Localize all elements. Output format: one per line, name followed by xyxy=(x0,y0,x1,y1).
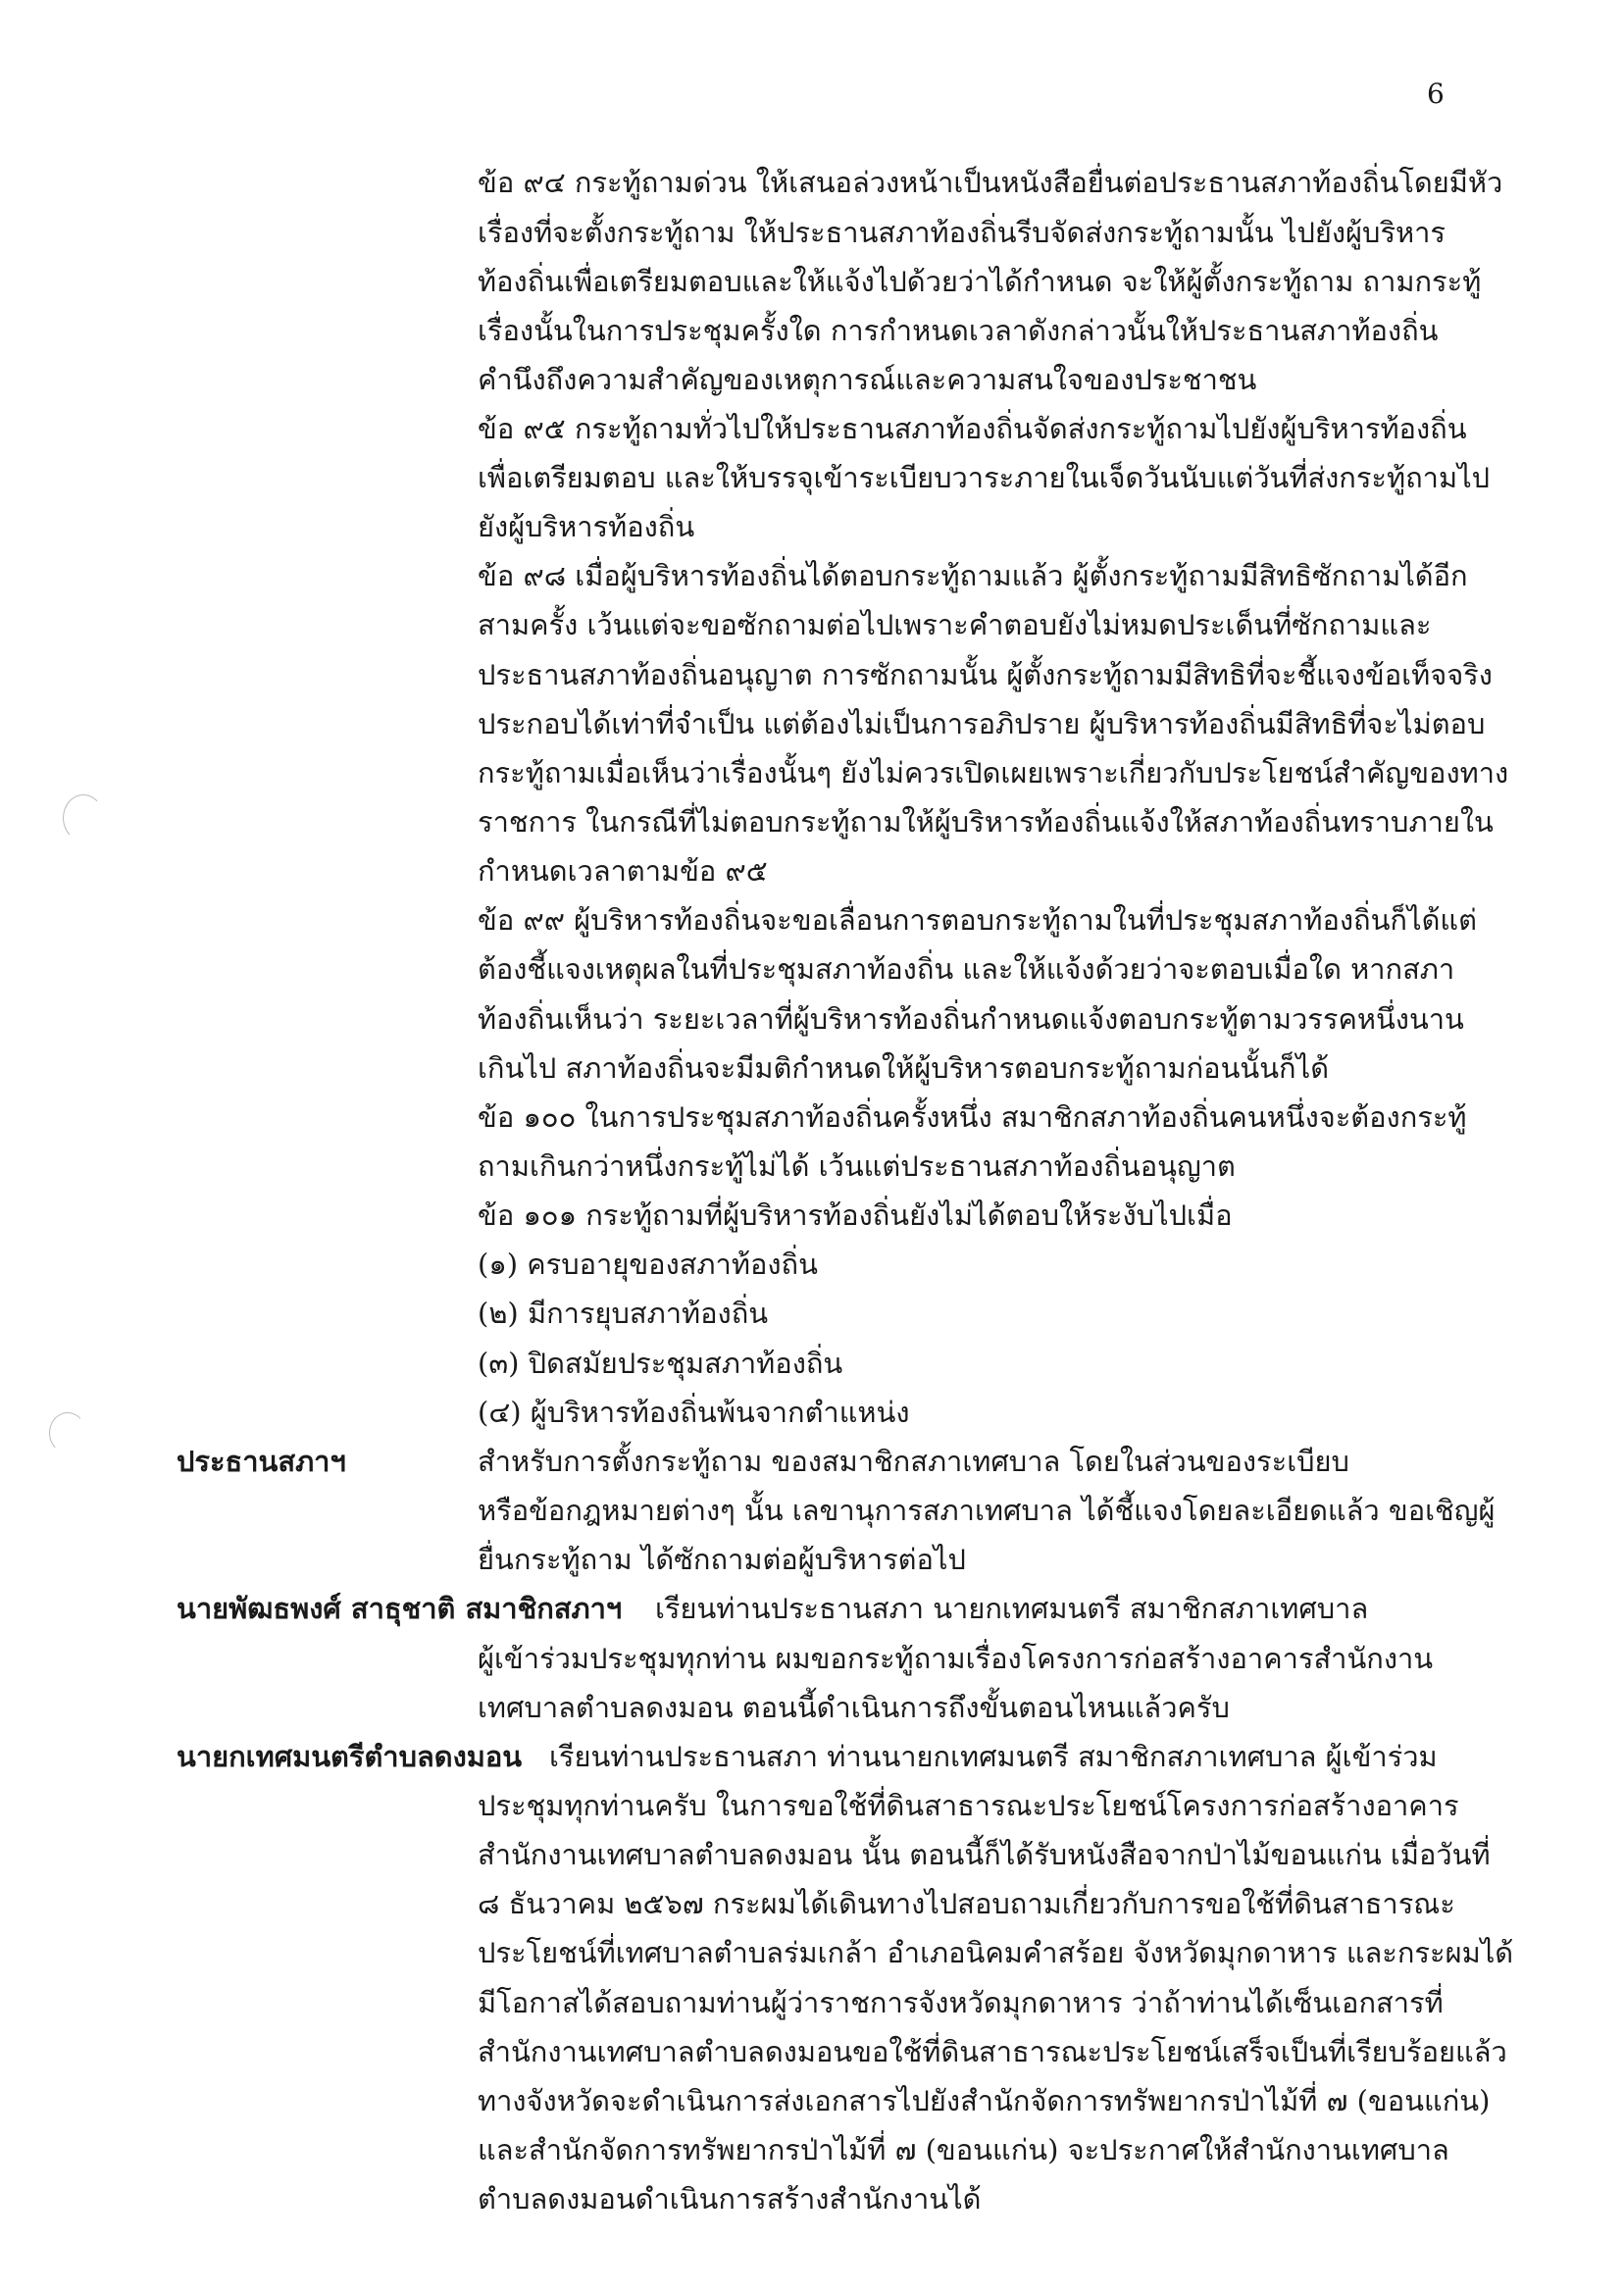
speaker-label: นายกเทศมนตรีตำบลดงมอน xyxy=(177,1740,523,1773)
speaker-label: นายพัฒธพงศ์ สาธุชาติ สมาชิกสภาฯ xyxy=(177,1592,623,1625)
text-line: ข้อ ๙๘ เมื่อผู้บริหารท้องถิ่นได้ตอบกระทู้ถามแล้ว ผู้ตั้งกระทู้ถามมีสิทธิซักถามได้อีก xyxy=(478,559,1468,592)
text-line: ต้องชี้แจงเหตุผลในที่ประชุมสภาท้องถิ่น และให้แจ้งด้วยว่าจะตอบเมื่อใด หากสภา xyxy=(478,952,1455,986)
scan-mark xyxy=(49,1412,86,1453)
speech-line: ประโยชน์ที่เทศบาลตำบลร่มเกล้า อำเภอนิคมคำสร้อย จังหวัดมุกดาหาร และกระผมได้ xyxy=(478,1936,1514,1969)
text-line: คำนึงถึงความสำคัญของเหตุการณ์และความสนใจของประชาชน xyxy=(478,363,1257,396)
text-line: ถามเกินกว่าหนึ่งกระทู้ไม่ได้ เว้นแต่ประธานสภาท้องถิ่นอนุญาต xyxy=(478,1149,1236,1183)
text-line: เรื่องนั้นในการประชุมครั้งใด การกำหนดเวลาดังกล่าวนั้นให้ประธานสภาท้องถิ่น xyxy=(478,314,1439,347)
text-line: (๒) มีการยุบสภาท้องถิ่น xyxy=(478,1297,769,1330)
text-line: ท้องถิ่นเพื่อเตรียมตอบและให้แจ้งไปด้วยว่าได้กำหนด จะให้ผู้ตั้งกระทู้ถาม ถามกระทู้ xyxy=(478,265,1482,298)
speaker-label: ประธานสภาฯ xyxy=(177,1445,346,1478)
text-line: กระทู้ถามเมื่อเห็นว่าเรื่องนั้นๆ ยังไม่ควรเปิดเผยเพราะเกี่ยวกับประโยชน์สำคัญของทาง xyxy=(478,756,1509,790)
speech-line: สำนักงานเทศบาลตำบลดงมอนขอใช้ที่ดินสาธารณะประโยชน์เสร็จเป็นที่เรียบร้อยแล้ว xyxy=(478,2035,1507,2068)
text-line: (๔) ผู้บริหารท้องถิ่นพ้นจากตำแหน่ง xyxy=(478,1396,910,1429)
speech-line: ทางจังหวัดจะดำเนินการส่งเอกสารไปยังสำนักจัดการทรัพยากรป่าไม้ที่ ๗ (ขอนแก่น) xyxy=(478,2084,1491,2117)
speech-line: ตำบลดงมอนดำเนินการสร้างสำนักงานได้ xyxy=(478,2182,982,2216)
speech-line: มีโอกาสได้สอบถามท่านผู้ว่าราชการจังหวัดมุกดาหาร ว่าถ้าท่านได้เซ็นเอกสารที่ xyxy=(478,1986,1444,2019)
text-line: ประธานสภาท้องถิ่นอนุญาต การซักถามนั้น ผู้ตั้งกระทู้ถามมีสิทธิที่จะชี้แจงข้อเท็จจริง xyxy=(478,658,1493,691)
speech-line: และสำนักจัดการทรัพยากรป่าไม้ที่ ๗ (ขอนแก่น) จะประกาศให้สำนักงานเทศบาล xyxy=(478,2133,1449,2166)
text-line: ยังผู้บริหารท้องถิ่น xyxy=(478,510,695,543)
speech-line: ผู้เข้าร่วมประชุมทุกท่าน ผมขอกระทู้ถามเรื่องโครงการก่อสร้างอาคารสำนักงาน xyxy=(478,1642,1434,1675)
speech-line: ประชุมทุกท่านครับ ในการขอใช้ที่ดินสาธารณะประโยชน์โครงการก่อสร้างอาคาร xyxy=(478,1789,1459,1822)
speech-line: เรียนท่านประธานสภา ท่านนายกเทศมนตรี สมาชิกสภาเทศบาล ผู้เข้าร่วม xyxy=(549,1740,1438,1773)
text-line: ข้อ ๙๕ กระทู้ถามทั่วไปให้ประธานสภาท้องถิ่นจัดส่งกระทู้ถามไปยังผู้บริหารท้องถิ่น xyxy=(478,412,1467,445)
text-line: ข้อ ๑๐๐ ในการประชุมสภาท้องถิ่นครั้งหนึ่ง สมาชิกสภาท้องถิ่นคนหนึ่งจะต้องกระทู้ xyxy=(478,1100,1467,1134)
text-line: สามครั้ง เว้นแต่จะขอซักถามต่อไปเพราะคำตอบยังไม่หมดประเด็นที่ซักถามและ xyxy=(478,608,1432,641)
speech-line: หรือข้อกฎหมายต่างๆ นั้น เลขานุการสภาเทศบาล ได้ชี้แจงโดยละเอียดแล้ว ขอเชิญผู้ xyxy=(478,1494,1496,1527)
text-line: ข้อ ๙๔ กระทู้ถามด่วน ให้เสนอล่วงหน้าเป็นหนังสือยื่นต่อประธานสภาท้องถิ่นโดยมีหัว xyxy=(478,166,1503,199)
scan-mark xyxy=(63,794,104,841)
text-line: ข้อ ๑๐๑ กระทู้ถามที่ผู้บริหารท้องถิ่นยังไม่ได้ตอบให้ระงับไปเมื่อ xyxy=(478,1198,1233,1232)
text-line: (๓) ปิดสมัยประชุมสภาท้องถิ่น xyxy=(478,1347,843,1380)
page-number: 6 xyxy=(1427,77,1445,110)
text-line: (๑) ครบอายุของสภาท้องถิ่น xyxy=(478,1248,818,1281)
text-line: ท้องถิ่นเห็นว่า ระยะเวลาที่ผู้บริหารท้องถิ่นกำหนดแจ้งตอบกระทู้ตามวรรคหนึ่งนาน xyxy=(478,1002,1464,1036)
speech-line: เทศบาลตำบลดงมอน ตอนนี้ดำเนินการถึงขั้นตอนไหนแล้วครับ xyxy=(478,1691,1230,1724)
speech-line: ๘ ธันวาคม ๒๕๖๗ กระผมได้เดินทางไปสอบถามเกี่ยวกับการขอใช้ที่ดินสาธารณะ xyxy=(478,1887,1455,1920)
text-line: ราชการ ในกรณีที่ไม่ตอบกระทู้ถามให้ผู้บริหารท้องถิ่นแจ้งให้สภาท้องถิ่นทราบภายใน xyxy=(478,805,1494,839)
speech-line: สำนักงานเทศบาลตำบลดงมอน นั้น ตอนนี้ก็ได้รับหนังสือจากป่าไม้ขอนแก่น เมื่อวันที่ xyxy=(478,1838,1491,1871)
speech-line: ยื่นกระทู้ถาม ได้ซักถามต่อผู้บริหารต่อไป xyxy=(478,1543,966,1576)
text-line: เพื่อเตรียมตอบ และให้บรรจุเข้าระเบียบวาระภายในเจ็ดวันนับแต่วันที่ส่งกระทู้ถามไป xyxy=(478,461,1491,494)
speech-line: เรียนท่านประธานสภา นายกเทศมนตรี สมาชิกสภาเทศบาล xyxy=(655,1592,1369,1625)
speech-line: สำหรับการตั้งกระทู้ถาม ของสมาชิกสภาเทศบาล โดยในส่วนของระเบียบ xyxy=(478,1445,1349,1478)
text-line: เกินไป สภาท้องถิ่นจะมีมติกำหนดให้ผู้บริหารตอบกระทู้ถามก่อนนั้นก็ได้ xyxy=(478,1051,1330,1085)
text-line: กำหนดเวลาตามข้อ ๙๕ xyxy=(478,854,768,888)
text-line: ประกอบได้เท่าที่จำเป็น แต่ต้องไม่เป็นการอภิปราย ผู้บริหารท้องถิ่นมีสิทธิที่จะไม่ตอบ xyxy=(478,707,1486,740)
text-line: ข้อ ๙๙ ผู้บริหารท้องถิ่นจะขอเลื่อนการตอบกระทู้ถามในที่ประชุมสภาท้องถิ่นก็ได้แต่ xyxy=(478,903,1477,937)
text-line: เรื่องที่จะตั้งกระทู้ถาม ให้ประธานสภาท้องถิ่นรีบจัดส่งกระทู้ถามนั้น ไปยังผู้บริหาร xyxy=(478,216,1446,249)
